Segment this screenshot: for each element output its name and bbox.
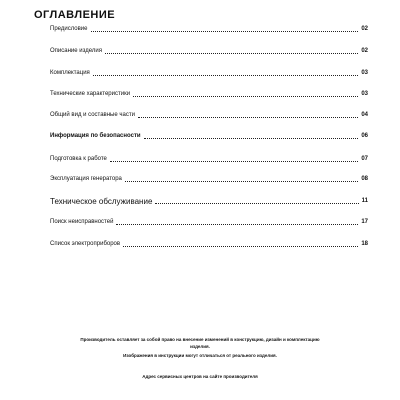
toc-entry-label: Информация по безопасности (50, 133, 141, 139)
toc-entry-label: Эксплуатация генератора (50, 176, 122, 182)
toc-entry-label: Описание изделия (50, 48, 102, 54)
toc-dot-leader (133, 95, 358, 97)
toc-dot-leader (155, 202, 358, 204)
toc-entry-page: 02 (361, 48, 368, 54)
toc-entry[interactable] (50, 48, 368, 55)
toc-entry[interactable] (50, 176, 368, 183)
toc-entry-label: Комплектация (50, 70, 90, 76)
toc-entry[interactable] (50, 70, 368, 77)
toc-entry-page: 03 (361, 70, 368, 76)
toc-entry-page: 08 (361, 176, 368, 182)
toc-entry-label: Подготовка к работе (50, 156, 107, 162)
footer-image-note: Изображения в инструкции могут отличаться от реального изделия. (123, 353, 277, 358)
toc-entry[interactable] (50, 133, 368, 140)
footer-service-note: Адрес сервисных центров на сайте производителя (142, 374, 258, 379)
toc-entry-page: 04 (361, 112, 368, 118)
toc-entry-page: 02 (361, 26, 368, 32)
toc-entry-page: 07 (361, 156, 368, 162)
toc-dot-leader (125, 180, 358, 182)
toc-entry[interactable] (50, 91, 368, 98)
toc-entry-label: Поиск неисправностей (50, 219, 114, 225)
toc-dot-leader (144, 137, 359, 139)
toc-entry-label: Техническое обслуживание (50, 197, 153, 206)
toc-entry[interactable] (50, 219, 368, 226)
toc-entry[interactable] (50, 156, 368, 163)
toc-dot-leader (93, 74, 359, 76)
toc-entry[interactable] (50, 241, 368, 248)
toc-entry-page: 18 (361, 241, 368, 247)
toc-entry-label: Общий вид и составные части (50, 112, 135, 118)
toc-dot-leader (138, 116, 358, 118)
toc-entry-page: 06 (361, 133, 368, 139)
footer-notes (70, 336, 330, 382)
toc-dot-leader (91, 30, 359, 32)
toc-dot-leader (123, 245, 358, 247)
toc-entry-label: Предисловие (50, 26, 88, 32)
toc-entry-label: Технические характеристики (50, 91, 131, 97)
footer-disclaimer: Производитель оставляет за собой право на внесение изменений в конструкцию, дизайн и комплектацию изделия. (80, 337, 320, 349)
page-title: ОГЛАВЛЕНИЕ (34, 9, 116, 21)
toc-entry[interactable] (50, 26, 368, 33)
toc-entry-label: Список электроприборов (50, 241, 121, 247)
toc-dot-leader (105, 52, 358, 54)
toc-dot-leader (110, 160, 358, 162)
toc-entry-page: 03 (361, 91, 368, 97)
toc-entry[interactable] (50, 198, 368, 205)
toc-entry[interactable] (50, 112, 368, 119)
toc-dot-leader (116, 223, 358, 225)
toc-entry-page: 11 (361, 198, 368, 204)
toc-entry-page: 17 (361, 219, 368, 225)
